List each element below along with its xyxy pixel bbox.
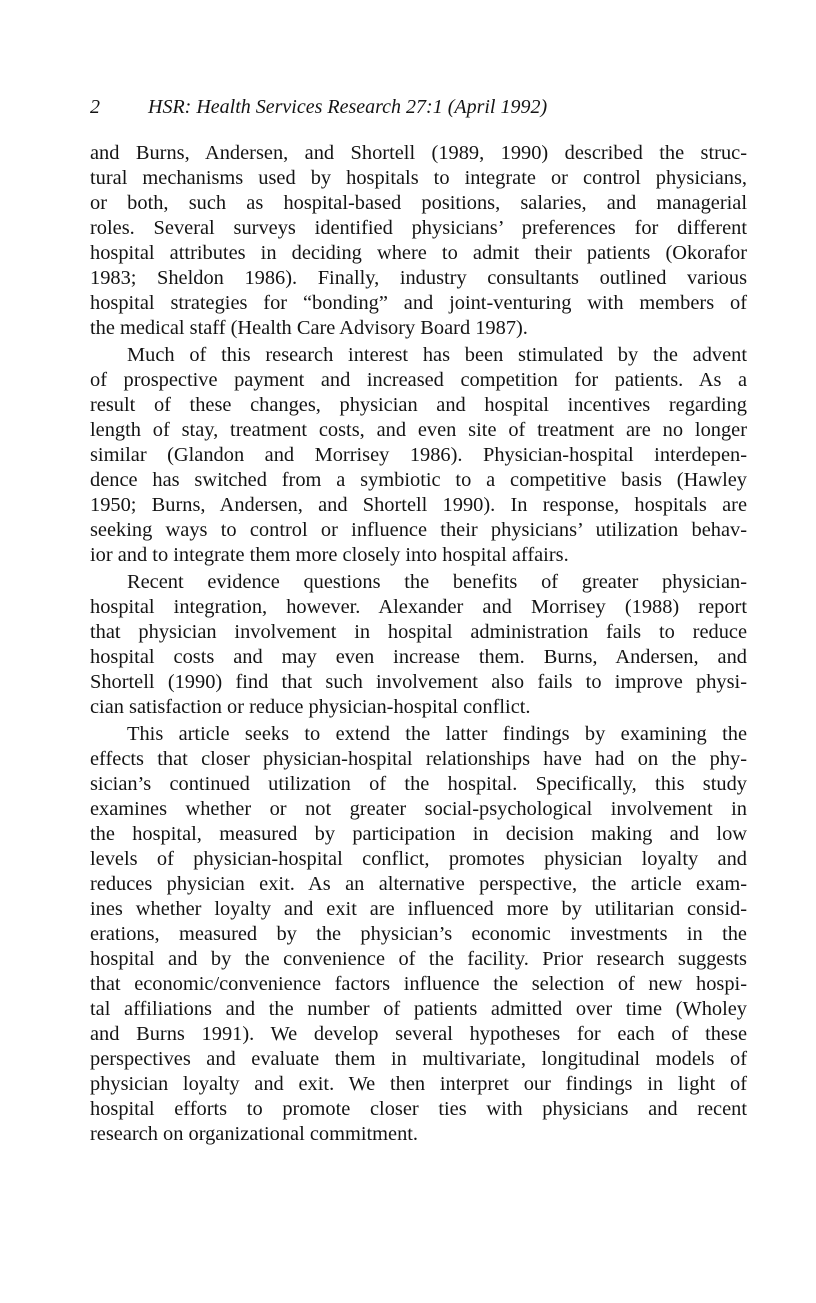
paragraph-2	[90, 343, 747, 568]
running-title: HSR: Health Services Research 27:1 (April 1992)	[148, 96, 548, 118]
text-line: Recent evidence questions the benefits of greater physician-	[127, 571, 747, 593]
text-line: hospital efforts to promote closer ties with physicians and recent	[90, 1098, 747, 1120]
text-line: the hospital, measured by participation in decision making and low	[90, 823, 747, 845]
text-line: similar (Glandon and Morrisey 1986). Physician-hospital interdepen-	[90, 444, 747, 466]
paragraph-4	[90, 722, 747, 1147]
text-line: 1983; Sheldon 1986). Finally, industry consultants outlined various	[90, 267, 747, 289]
text-line: 1950; Burns, Andersen, and Shortell 1990). In response, hospitals are	[90, 494, 747, 516]
text-line: the medical staff (Health Care Advisory Board 1987).	[90, 317, 528, 339]
text-line: result of these changes, physician and hospital incentives regarding	[90, 394, 747, 416]
text-line: reduces physician exit. As an alternative perspective, the article exam-	[90, 873, 747, 895]
text-line: dence has switched from a symbiotic to a competitive basis (Hawley	[90, 469, 747, 491]
text-line: hospital costs and may even increase them. Burns, Andersen, and	[90, 646, 747, 668]
text-line: tal affiliations and the number of patients admitted over time (Wholey	[90, 998, 747, 1020]
text-line: examines whether or not greater social-psychological involvement in	[90, 798, 747, 820]
page-header	[90, 94, 547, 120]
body-text	[90, 141, 747, 1147]
text-line: erations, measured by the physician’s economic investments in the	[90, 923, 747, 945]
text-line: or both, such as hospital-based positions, salaries, and managerial	[90, 192, 747, 214]
text-line: seeking ways to control or influence their physicians’ utilization behav-	[90, 519, 747, 541]
text-line: hospital integration, however. Alexander and Morrisey (1988) report	[90, 596, 747, 618]
text-line: cian satisfaction or reduce physician-hospital conflict.	[90, 696, 531, 718]
text-line: roles. Several surveys identified physicians’ preferences for different	[90, 217, 747, 239]
paragraph-3	[90, 570, 747, 720]
text-line: of prospective payment and increased competition for patients. As a	[90, 369, 747, 391]
text-line: This article seeks to extend the latter findings by examining the	[127, 723, 747, 745]
text-line: Much of this research interest has been stimulated by the advent	[127, 344, 747, 366]
text-line: physician loyalty and exit. We then interpret our findings in light of	[90, 1073, 747, 1095]
text-line: hospital and by the convenience of the facility. Prior research suggests	[90, 948, 747, 970]
text-line: that economic/convenience factors influence the selection of new hospi-	[90, 973, 747, 995]
text-line: Shortell (1990) find that such involvement also fails to improve physi-	[90, 671, 747, 693]
text-line: ior and to integrate them more closely into hospital affairs.	[90, 544, 569, 566]
text-line: perspectives and evaluate them in multivariate, longitudinal models of	[90, 1048, 747, 1070]
text-line: effects that closer physician-hospital relationships have had on the phy-	[90, 748, 747, 770]
text-line: hospital strategies for “bonding” and joint-venturing with members of	[90, 292, 747, 314]
text-line: and Burns 1991). We develop several hypotheses for each of these	[90, 1023, 747, 1045]
text-line: and Burns, Andersen, and Shortell (1989, 1990) described the struc-	[90, 142, 747, 164]
text-line: that physician involvement in hospital administration fails to reduce	[90, 621, 747, 643]
text-line: ines whether loyalty and exit are influenced more by utilitarian consid-	[90, 898, 747, 920]
text-line: hospital attributes in deciding where to admit their patients (Okorafor	[90, 242, 747, 264]
text-line: tural mechanisms used by hospitals to integrate or control physicians,	[90, 167, 747, 189]
text-line: sician’s continued utilization of the hospital. Specifically, this study	[90, 773, 747, 795]
paragraph-1	[90, 141, 747, 341]
text-line: length of stay, treatment costs, and even site of treatment are no longer	[90, 419, 747, 441]
page-number: 2	[90, 96, 100, 118]
text-line: levels of physician-hospital conflict, promotes physician loyalty and	[90, 848, 747, 870]
text-line: research on organizational commitment.	[90, 1123, 419, 1145]
